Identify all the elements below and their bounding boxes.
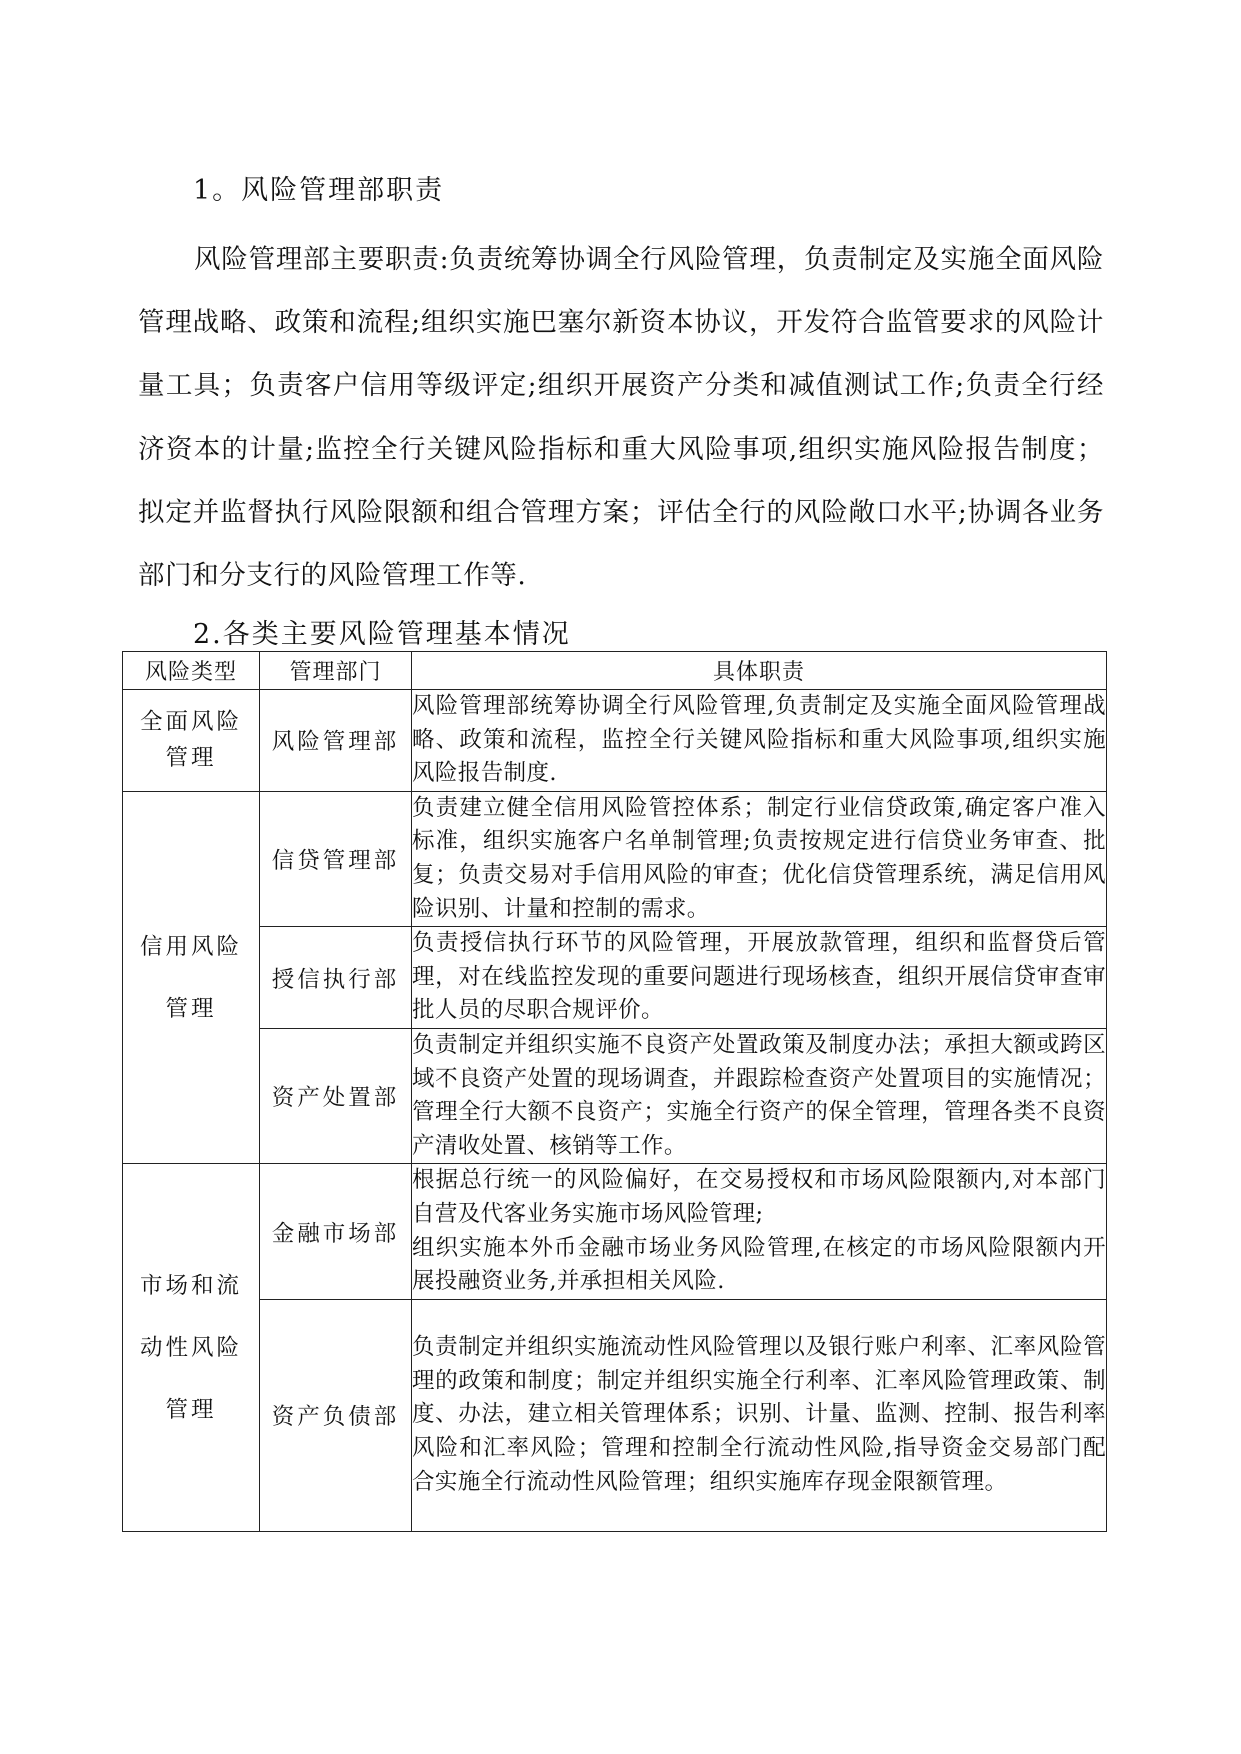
duty-cell xyxy=(412,1028,1107,1163)
section-heading-2: 2.各类主要风险管理基本情况 xyxy=(193,619,571,650)
table-row xyxy=(123,1028,1107,1163)
table-row xyxy=(123,927,1107,1029)
department-cell: 金融市场部 xyxy=(260,1164,412,1299)
risk-type-cell xyxy=(123,1164,260,1531)
department-cell: 资产处置部 xyxy=(260,1028,412,1163)
section-paragraph-1: 风险管理部主要职责:负责统筹协调全行风险管理，负责制定及实施全面风险管理战略、政策和流程;组织实施巴塞尔新资本协议，开发符合监管要求的风险计量工具；负责客户信用等级评定;组织开展资产分类和减值测试工作;负责全行经济资本的计量;监控全行关键风险指标和重大风险事项,组织实施风险报告制度；拟定并监督执行风险限额和组合管理方案；评估全行的风险敞口水平;协调各业务部门和分支行的风险管理工作等. xyxy=(138,244,1104,592)
risk-type-cell xyxy=(123,791,260,1164)
risk-type-line: 全面风险 xyxy=(139,709,242,736)
duty-cell xyxy=(412,1299,1107,1531)
section-heading-1: 1。风险管理部职责 xyxy=(193,175,445,206)
table-row xyxy=(123,690,1107,792)
risk-type-line: 管理 xyxy=(165,745,217,772)
department-cell: 资产负债部 xyxy=(260,1299,412,1531)
duty-cell xyxy=(412,1164,1107,1299)
department-cell: 授信执行部 xyxy=(260,927,412,1029)
table-row xyxy=(123,1299,1107,1531)
risk-type-line: 管理 xyxy=(165,1396,217,1423)
risk-type-line: 管理 xyxy=(165,995,217,1022)
header-department: 管理部门 xyxy=(260,652,412,690)
duty-text: 负责授信执行环节的风险管理，开展放款管理，组织和监督贷后管理，对在线监控发现的重要问题进行现场核查，组织开展信贷审查审批人员的尽职合规评价。 xyxy=(412,930,1106,1024)
duty-text: 负责制定并组织实施不良资产处置政策及制度办法；承担大额或跨区域不良资产处置的现场调查，并跟踪检查资产处置项目的实施情况；管理全行大额不良资产；实施全行资产的保全管理，管理各类不良资产清收处置、核销等工作。 xyxy=(412,1031,1106,1159)
duty-text: 根据总行统一的风险偏好，在交易授权和市场风险限额内,对本部门自营及代客业务实施市场风险管理; xyxy=(412,1167,1106,1227)
risk-management-table xyxy=(122,651,1107,1532)
risk-type-line: 市场和流 xyxy=(139,1272,242,1299)
department-cell: 信贷管理部 xyxy=(260,791,412,926)
risk-type-cell xyxy=(123,690,260,792)
duty-cell xyxy=(412,690,1107,792)
duty-cell xyxy=(412,791,1107,926)
risk-type-line: 动性风险 xyxy=(139,1334,242,1361)
header-risk-type: 风险类型 xyxy=(123,652,260,690)
table-header-row xyxy=(123,652,1107,690)
duty-text: 组织实施本外币金融市场业务风险管理,在核定的市场风险限额内开展投融资业务,并承担相关风险. xyxy=(412,1234,1106,1295)
risk-type-line: 信用风险 xyxy=(139,933,242,960)
header-duties: 具体职责 xyxy=(412,652,1107,690)
duty-text: 风险管理部统筹协调全行风险管理,负责制定及实施全面风险管理战略、政策和流程，监控全行关键风险指标和重大风险事项,组织实施风险报告制度. xyxy=(412,693,1106,787)
duty-text: 负责制定并组织实施流动性风险管理以及银行账户利率、汇率风险管理的政策和制度；制定并组织实施全行利率、汇率风险管理政策、制度、办法，建立相关管理体系；识别、计量、监测、控制、报告利率风险和汇率风险；管理和控制全行流动性风险,指导资金交易部门配合实施全行流动性风险管理；组织实施库存现金限额管理。 xyxy=(412,1334,1106,1495)
table-row xyxy=(123,791,1107,926)
table-row xyxy=(123,1164,1107,1299)
department-cell: 风险管理部 xyxy=(260,690,412,792)
duty-cell xyxy=(412,927,1107,1029)
duty-text: 负责建立健全信用风险管控体系；制定行业信贷政策,确定客户准入标准，组织实施客户名单制管理;负责按规定进行信贷业务审查、批复；负责交易对手信用风险的审查；优化信贷管理系统，满足信用风险识别、计量和控制的需求。 xyxy=(412,794,1106,922)
